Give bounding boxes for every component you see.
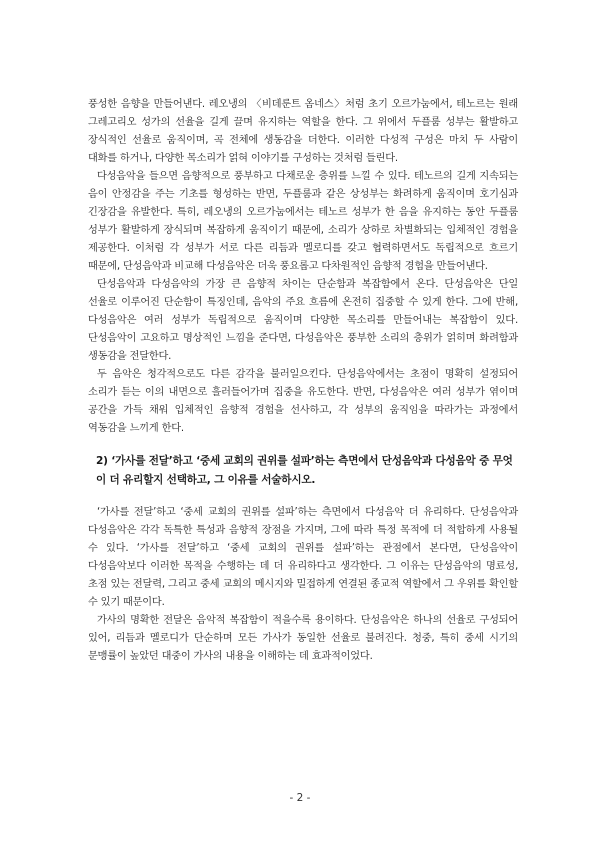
paragraph-4: 두 음악은 청각적으로도 다른 감각을 불러일으킨다. 단성음악에서는 초점이 명확히 설정되어 소리가 듣는 이의 내면으로 흘러들어가며 집중을 유도한다. 반면, 다성음악은 여러 성부가 엮이며 공간을 가득 채워 입체적인 음향적 경험을 선사하고, 각 성부의 움직임을 따라가는 과정에서 역동감을 느끼게 한다. [88,369,518,434]
paragraph-1: 풍성한 음향을 만들어낸다. 레오냉의 〈비데룬트 옴네스〉처럼 초기 오르가눔에서, 테노르는 원래 그레고리오 성가의 선율을 길게 끌며 유지하는 역할을 한다. 그 위에서 두플룸 성부는 활발하고 장식적인 선율로 움직이며, 곡 전체에 생동감을 더한다. 이러한 다성적 구성은 마치 두 사람이 대화를 하거나, 다양한 목소리가 얽혀 이야기를 구성하는 것처럼 들린다. [88,99,518,164]
paragraph-5: ‘가사를 전달’하고 ‘중세 교회의 권위를 설파’하는 측면에서 다성음악 더 유리하다. 단성음악과 다성음악은 각각 독특한 특성과 음향적 장점을 가지며, 그에 따라 특정 목적에 더 적합하게 사용될 수 있다. ‘가사를 전달’하고 ‘중세 교회의 권위를 설파’하는 관점에서 본다면, 단성음악이 다성음악보다 이러한 목적을 수행하는 데 더 유리하다고 생각한다. 그 이유는 단성음악의 명료성, 초점 있는 전달력, 그리고 중세 교회의 메시지와 밀접하게 연결된 종교적 역할에서 그 우위를 확인할 수 있기 때문이다. [88,507,518,608]
page-number: - 2 - [289,792,311,804]
paragraph-3: 단성음악과 다성음악의 가장 큰 음향적 차이는 단순함과 복잡함에서 온다. 단성음악은 단일 선율로 이루어진 단순함이 특징인데, 음악의 주요 흐름에 온전히 집중할 수 있게 한다. 그에 반해, 다성음악은 여러 성부가 독립적으로 움직이며 다양한 목소리를 만들어내는 복잡함이 있다. 단성음악이 고요하고 명상적인 느낌을 준다면, 다성음악은 풍부한 소리의 층위가 얽히며 화려함과 생동감을 전달한다. [88,279,518,362]
document-body [88,96,518,666]
question-heading: 2) ‘가사를 전달’하고 ‘중세 교회의 권위를 설파’하는 측면에서 단성음악과 다성음악 중 무엇이 더 유리할지 선택하고, 그 이유를 서술하시오. [96,455,513,486]
paragraph-2: 다성음악을 들으면 음향적으로 풍부하고 다채로운 층위를 느낄 수 있다. 테노르의 길게 지속되는 음이 안정감을 주는 기초를 형성하는 반면, 두플룸과 같은 상성부는 화려하게 움직이며 호기심과 긴장감을 유발한다. 특히, 레오냉의 오르가눔에서는 테노르 성부가 한 음을 유지하는 동안 두플룸 성부가 활발하게 장식되며 복잡하게 움직이기 때문에, 소리가 상하로 차별화되는 입체적인 경험을 제공한다. 이처럼 각 성부가 서로 다른 리듬과 멜로디를 갖고 협력하면서도 독립적으로 흐르기 때문에, 단성음악과 비교해 다성음악은 더욱 풍요롭고 다차원적인 음향적 경험을 만들어낸다. [88,171,518,272]
paragraph-6: 가사의 명확한 전달은 음악적 복잡함이 적을수록 용이하다. 단성음악은 하나의 선율로 구성되어 있어, 리듬과 멜로디가 단순하며 모든 가사가 동일한 선율로 불려진다. 청중, 특히 중세 시기의 문맹률이 높았던 대중이 가사의 내용을 이해하는 데 효과적이었다. [88,615,518,662]
